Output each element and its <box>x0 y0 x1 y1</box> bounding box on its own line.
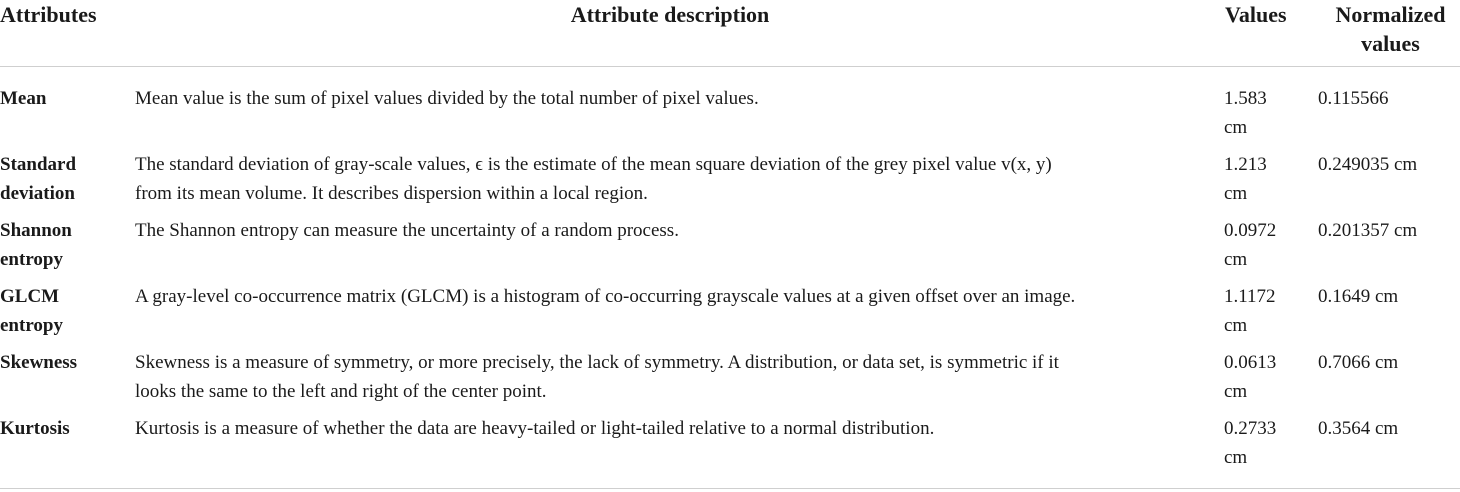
cell-value <box>1224 348 1304 406</box>
cell-value <box>1224 414 1304 472</box>
cell-description <box>135 414 1205 443</box>
cell-description <box>135 216 1205 245</box>
cell-value-line: cm <box>1224 183 1248 204</box>
cell-value-line: 1.213 <box>1224 154 1267 175</box>
cell-attribute <box>0 414 125 443</box>
cell-attribute-line: Mean <box>0 88 47 109</box>
cell-description <box>135 84 1205 113</box>
cell-description <box>135 150 1205 208</box>
cell-value-line: 1.1172 <box>1224 286 1276 307</box>
cell-normalized-value: 0.249035 cm <box>1318 154 1418 175</box>
cell-description-line: A gray-level co-occurrence matrix (GLCM) is a histogram of co-occurring grayscale values at a given offset over an image. <box>135 286 1076 307</box>
cell-attribute <box>0 150 125 208</box>
header-normalized-line2: values <box>1361 31 1420 56</box>
cell-normalized-value: 0.3564 cm <box>1318 418 1399 439</box>
header-attributes: Attributes <box>0 2 97 27</box>
cell-attribute-line: GLCM <box>0 286 60 307</box>
cell-attribute <box>0 216 125 274</box>
cell-attribute-line: Standard <box>0 154 77 175</box>
cell-value-line: 0.0972 <box>1224 220 1277 241</box>
header-values: Values <box>1225 2 1287 27</box>
cell-normalized-value: 0.201357 cm <box>1318 220 1418 241</box>
cell-attribute-line: entropy <box>0 315 63 336</box>
cell-value <box>1224 150 1304 208</box>
cell-attribute-line: deviation <box>0 183 75 204</box>
cell-value-line: cm <box>1224 315 1248 336</box>
cell-attribute <box>0 348 125 377</box>
cell-attribute-line: Shannon <box>0 220 72 241</box>
cell-description <box>135 348 1205 406</box>
cell-description-line: looks the same to the left and right of the center point. <box>135 381 547 402</box>
cell-description <box>135 282 1205 311</box>
cell-value-line: 0.2733 <box>1224 418 1277 439</box>
cell-attribute <box>0 282 125 340</box>
cell-value <box>1224 282 1304 340</box>
cell-value <box>1224 216 1304 274</box>
cell-description-line: Kurtosis is a measure of whether the data are heavy-tailed or light-tailed relative to a normal distribution. <box>135 418 935 439</box>
cell-value-line: cm <box>1224 249 1248 270</box>
cell-value-line: cm <box>1224 381 1248 402</box>
cell-attribute-line: Skewness <box>0 352 78 373</box>
cell-value <box>1224 84 1304 142</box>
cell-attribute-line: entropy <box>0 249 63 270</box>
header-description: Attribute description <box>570 2 770 27</box>
table-bottom-rule <box>0 488 1460 489</box>
cell-description-line: Skewness is a measure of symmetry, or more precisely, the lack of symmetry. A distribution, or data set, is symmetric if it <box>135 352 1059 373</box>
cell-attribute <box>0 84 125 113</box>
cell-description-line: The Shannon entropy can measure the uncertainty of a random process. <box>135 220 679 241</box>
cell-description-line: from its mean volume. It describes dispersion within a local region. <box>135 183 648 204</box>
cell-value-line: 1.583 <box>1224 88 1267 109</box>
cell-description-line: The standard deviation of gray-scale values, ϵ is the estimate of the mean square deviation of the grey pixel value v(x, y) <box>135 154 1052 175</box>
cell-normalized-value: 0.7066 cm <box>1318 352 1399 373</box>
header-normalized-line1: Normalized <box>1335 2 1446 27</box>
cell-normalized-value: 0.1649 cm <box>1318 286 1399 307</box>
cell-value-line: 0.0613 <box>1224 352 1277 373</box>
cell-description-line: Mean value is the sum of pixel values divided by the total number of pixel values. <box>135 88 759 109</box>
header-normalized-values <box>1321 0 1460 58</box>
cell-value-line: cm <box>1224 117 1248 138</box>
table-header <box>0 0 1460 67</box>
cell-normalized-value: 0.115566 <box>1318 88 1389 109</box>
cell-value-line: cm <box>1224 447 1248 468</box>
cell-attribute-line: Kurtosis <box>0 418 70 439</box>
